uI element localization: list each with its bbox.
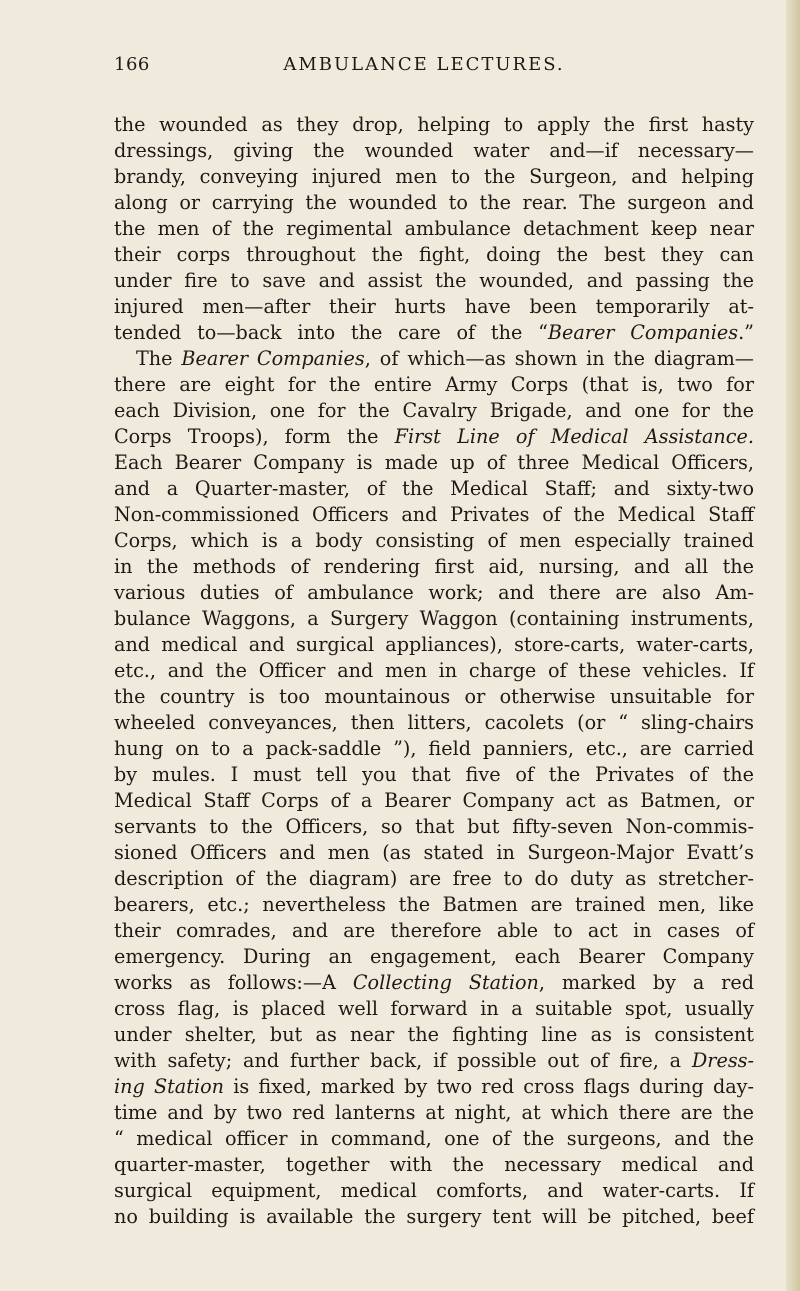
text-line: The Bearer Companies, of which—as shown in the diagram— (136, 347, 754, 370)
text-line: injured men—after their hurts have been temporarily at- (114, 295, 754, 318)
text-line: there are eight for the entire Army Corps (that is, two for (114, 373, 754, 396)
page-number: 166 (114, 54, 150, 75)
text-line: their comrades, and are therefore able to act in cases of (114, 919, 754, 942)
text-line: in the methods of rendering first aid, nursing, and all the (114, 555, 754, 578)
text-line: Corps Troops), form the First Line of Medical Assistance. (114, 425, 754, 448)
text-line: brandy, conveying injured men to the Surgeon, and helping (114, 165, 754, 188)
text-line: ing Station is fixed, marked by two red cross flags during day- (114, 1075, 754, 1098)
running-title: AMBULANCE LECTURES. (283, 54, 565, 75)
page-edge (786, 0, 800, 1291)
text-line: Medical Staff Corps of a Bearer Company act as Batmen, or (114, 789, 754, 812)
text-line: description of the diagram) are free to do duty as stretcher- (114, 867, 754, 890)
text-line: various duties of ambulance work; and there are also Am- (114, 581, 754, 604)
text-line: “ medical officer in command, one of the surgeons, and the (114, 1127, 754, 1150)
text-line: the wounded as they drop, helping to apply the first hasty (114, 113, 754, 136)
text-line: cross flag, is placed well forward in a suitable spot, usually (114, 997, 754, 1020)
page-header (114, 54, 734, 84)
text-line: quarter-master, together with the necessary medical and (114, 1153, 754, 1176)
text-line: along or carrying the wounded to the rear. The surgeon and (114, 191, 754, 214)
text-line: each Division, one for the Cavalry Brigade, and one for the (114, 399, 754, 422)
text-line: the men of the regimental ambulance detachment keep near (114, 217, 754, 240)
text-line: servants to the Officers, so that but fifty-seven Non-commis- (114, 815, 754, 838)
text-line: Non-commissioned Officers and Privates of the Medical Staff (114, 503, 754, 526)
text-line: sioned Officers and men (as stated in Surgeon-Major Evatt’s (114, 841, 754, 864)
text-line: Each Bearer Company is made up of three Medical Officers, (114, 451, 754, 474)
text-line: time and by two red lanterns at night, at which there are the (114, 1101, 754, 1124)
text-line: hung on to a pack-saddle ”), field panniers, etc., are carried (114, 737, 754, 760)
text-line: surgical equipment, medical comforts, and water-carts. If (114, 1179, 754, 1202)
text-line: bulance Waggons, a Surgery Waggon (containing instruments, (114, 607, 754, 630)
text-line: Corps, which is a body consisting of men especially trained (114, 529, 754, 552)
text-line: bearers, etc.; nevertheless the Batmen are trained men, like (114, 893, 754, 916)
text-line: under fire to save and assist the wounded, and passing the (114, 269, 754, 292)
text-line: and a Quarter-master, of the Medical Staff; and sixty-two (114, 477, 754, 500)
body-text (114, 112, 754, 1230)
text-line: with safety; and further back, if possible out of fire, a Dress- (114, 1049, 754, 1072)
text-line: and medical and surgical appliances), store-carts, water-carts, (114, 633, 754, 656)
text-line: tended to—back into the care of the “Bearer Companies.” (114, 321, 754, 344)
text-line: emergency. During an engagement, each Bearer Company (114, 945, 754, 968)
text-line: etc., and the Officer and men in charge of these vehicles. If (114, 659, 754, 682)
text-line: no building is available the surgery tent will be pitched, beef (114, 1205, 754, 1228)
text-line: their corps throughout the fight, doing the best they can (114, 243, 754, 266)
text-line: wheeled conveyances, then litters, cacolets (or “ sling-chairs (114, 711, 754, 734)
text-line: by mules. I must tell you that five of the Privates of the (114, 763, 754, 786)
text-line: the country is too mountainous or otherwise unsuitable for (114, 685, 754, 708)
text-line: under shelter, but as near the fighting line as is consistent (114, 1023, 754, 1046)
text-line: dressings, giving the wounded water and—if necessary— (114, 139, 754, 162)
text-line: works as follows:—A Collecting Station, marked by a red (114, 971, 754, 994)
